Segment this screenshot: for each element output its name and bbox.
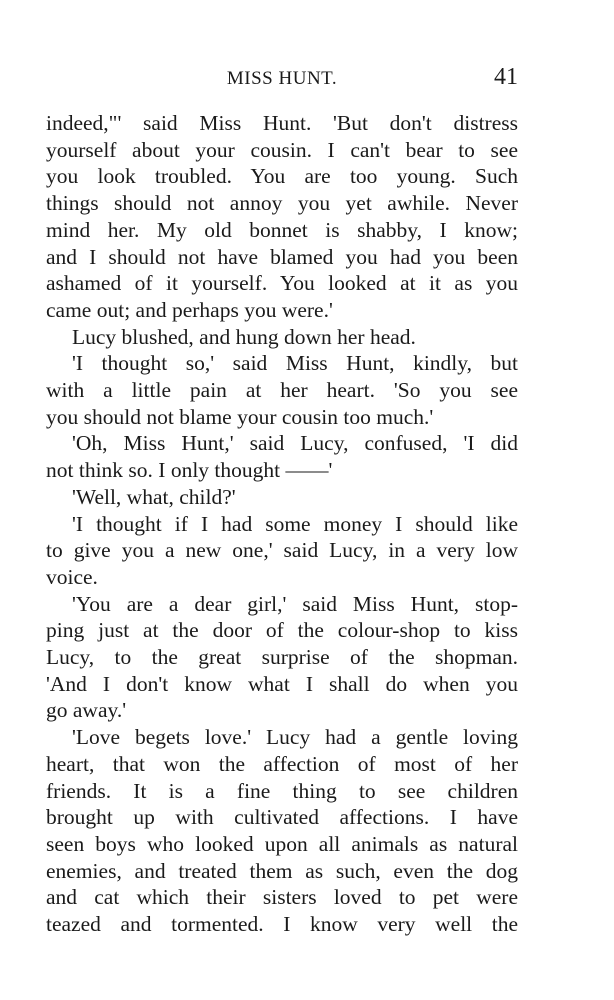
text-line: friends. It is a fine thing to see children [46, 778, 518, 803]
text-line: seen boys who looked upon all animals as natural [46, 831, 518, 856]
text-line: indeed,"' said Miss Hunt. 'But don't distress [46, 111, 518, 135]
text-line: brought up with cultivated affections. I have [46, 805, 518, 830]
body-text [46, 110, 518, 938]
text-line: yourself about your cousin. I can't bear to see [46, 137, 518, 162]
page-number: 41 [494, 64, 518, 90]
text-line: 'I thought if I had some money I should like [72, 511, 518, 536]
text-line: ashamed of it yourself. You looked at it as you [46, 271, 518, 296]
text-line: teazed and tormented. I know very well the [46, 912, 518, 937]
running-title: MISS HUNT. [226, 68, 338, 89]
text-line: you should not blame your cousin too much.' [46, 404, 434, 429]
text-line: with a little pain at her heart. 'So you see [46, 378, 518, 403]
text-line: 'Love begets love.' Lucy had a gentle loving [72, 725, 518, 750]
text-line: 'Well, what, child?' [72, 484, 236, 509]
page-header [46, 64, 518, 98]
text-line: and cat which their sisters loved to pet were [46, 885, 518, 910]
text-line: enemies, and treated them as such, even the dog [46, 858, 518, 883]
text-line: 'I thought so,' said Miss Hunt, kindly, but [72, 351, 518, 376]
text-line: ping just at the door of the colour-shop to kiss [46, 618, 518, 643]
text-line: 'And I don't know what I shall do when you [46, 671, 518, 696]
text-line: voice. [46, 564, 98, 589]
text-line: Lucy, to the great surprise of the shopman. [46, 645, 518, 670]
text-line: mind her. My old bonnet is shabby, I know; [46, 217, 518, 242]
text-line: Lucy blushed, and hung down her head. [72, 324, 416, 349]
text-line: and I should not have blamed you had you been [46, 244, 518, 269]
text-line: came out; and perhaps you were.' [46, 297, 333, 322]
text-line: to give you a new one,' said Lucy, in a very low [46, 538, 518, 563]
text-line: 'You are a dear girl,' said Miss Hunt, stop- [72, 591, 518, 616]
text-line: heart, that won the affection of most of her [46, 751, 518, 776]
text-line: go away.' [46, 698, 127, 723]
text-line: not think so. I only thought ——' [46, 458, 333, 483]
text-line: things should not annoy you yet awhile. Never [46, 191, 518, 216]
text-line: you look troubled. You are too young. Such [46, 164, 518, 189]
text-line: 'Oh, Miss Hunt,' said Lucy, confused, 'I did [72, 431, 518, 456]
